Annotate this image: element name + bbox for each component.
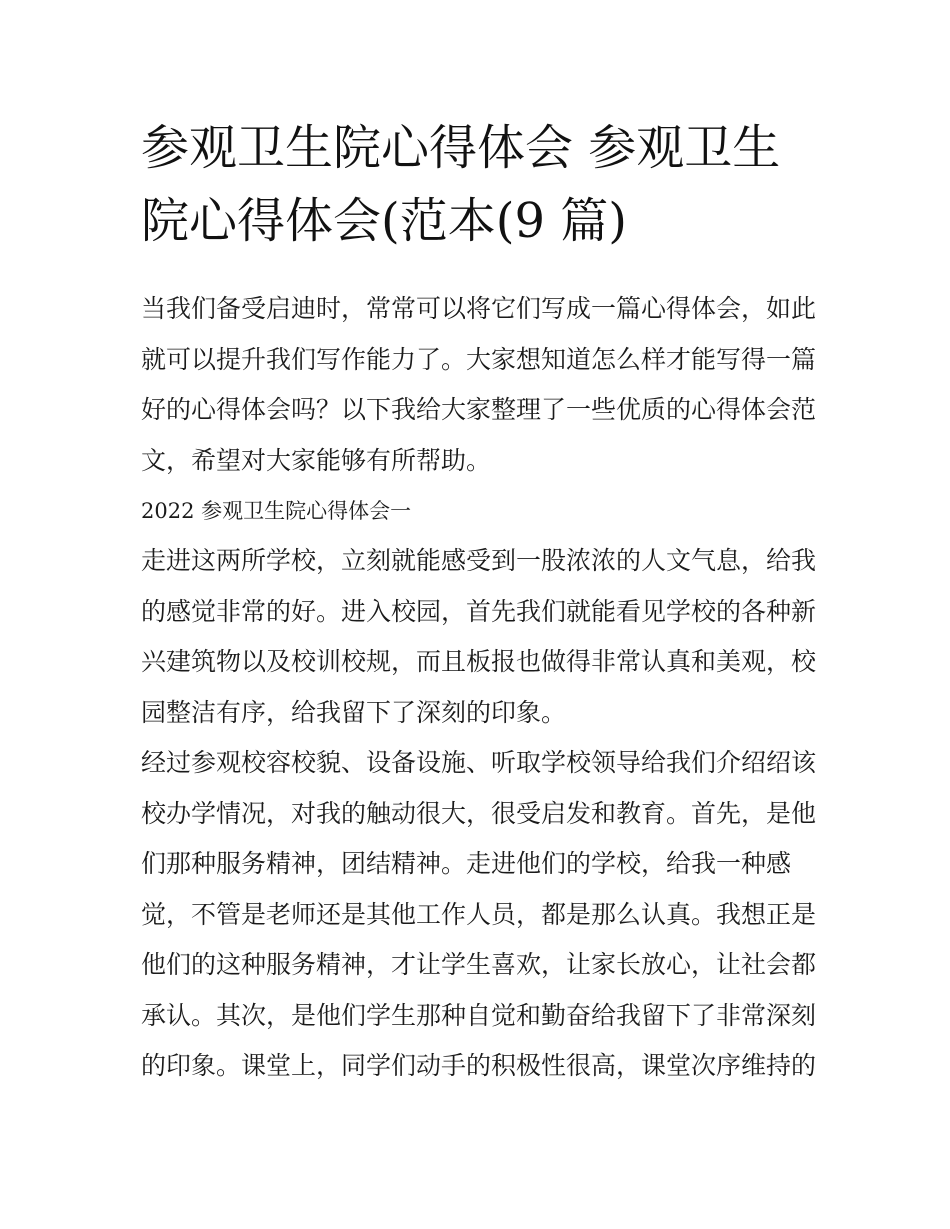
title-line: 院心得体会(范本(9 篇) (141, 193, 627, 249)
intro-paragraph (141, 284, 817, 486)
section-heading: 2022 参观卫生院心得体会一 (141, 499, 412, 523)
document-body (141, 284, 817, 1092)
text-line: 文，希望对大家能够有所帮助。 (141, 445, 492, 475)
text-line: 们那种服务精神，团结精神。走进他们的学校，给我一种感 (141, 849, 792, 878)
text-line: 的感觉非常的好。进入校园，首先我们就能看见学校的各种新 (141, 596, 817, 626)
document-title (141, 112, 811, 258)
title-line: 参观卫生院心得体会 参观卫生 (141, 120, 781, 176)
body-paragraph-1 (141, 536, 817, 738)
text-line: 当我们备受启迪时，常常可以将它们写成一篇心得体会，如此 (141, 294, 817, 323)
text-line: 园整洁有序，给我留下了深刻的印象。 (141, 697, 567, 727)
text-line: 校办学情况，对我的触动很大，很受启发和教育。首先，是他 (141, 798, 817, 828)
document-content (141, 112, 817, 1092)
text-line: 就可以提升我们写作能力了。大家想知道怎么样才能写得一篇 (141, 344, 817, 374)
text-line: 他们的这种服务精神，才让学生喜欢，让家长放心，让社会都 (141, 950, 817, 979)
text-line: 承认。其次，是他们学生那种自觉和勤奋给我留下了非常深刻 (141, 1000, 817, 1030)
text-line: 兴建筑物以及校训校规，而且板报也做得非常认真和美观，校 (141, 647, 817, 676)
body-paragraph-2 (141, 738, 817, 1092)
text-line: 的印象。课堂上，同学们动手的积极性很高，课堂次序维持的 (141, 1051, 817, 1080)
text-line: 觉，不管是老师还是其他工作人员，都是那么认真。我想正是 (141, 899, 817, 929)
text-line: 走进这两所学校，立刻就能感受到一股浓浓的人文气息，给我 (141, 546, 817, 575)
text-line: 好的心得体会吗？以下我给大家整理了一些优质的心得体会范 (141, 395, 817, 424)
text-line: 经过参观校容校貌、设备设施、听取学校领导给我们介绍绍该 (141, 748, 817, 777)
